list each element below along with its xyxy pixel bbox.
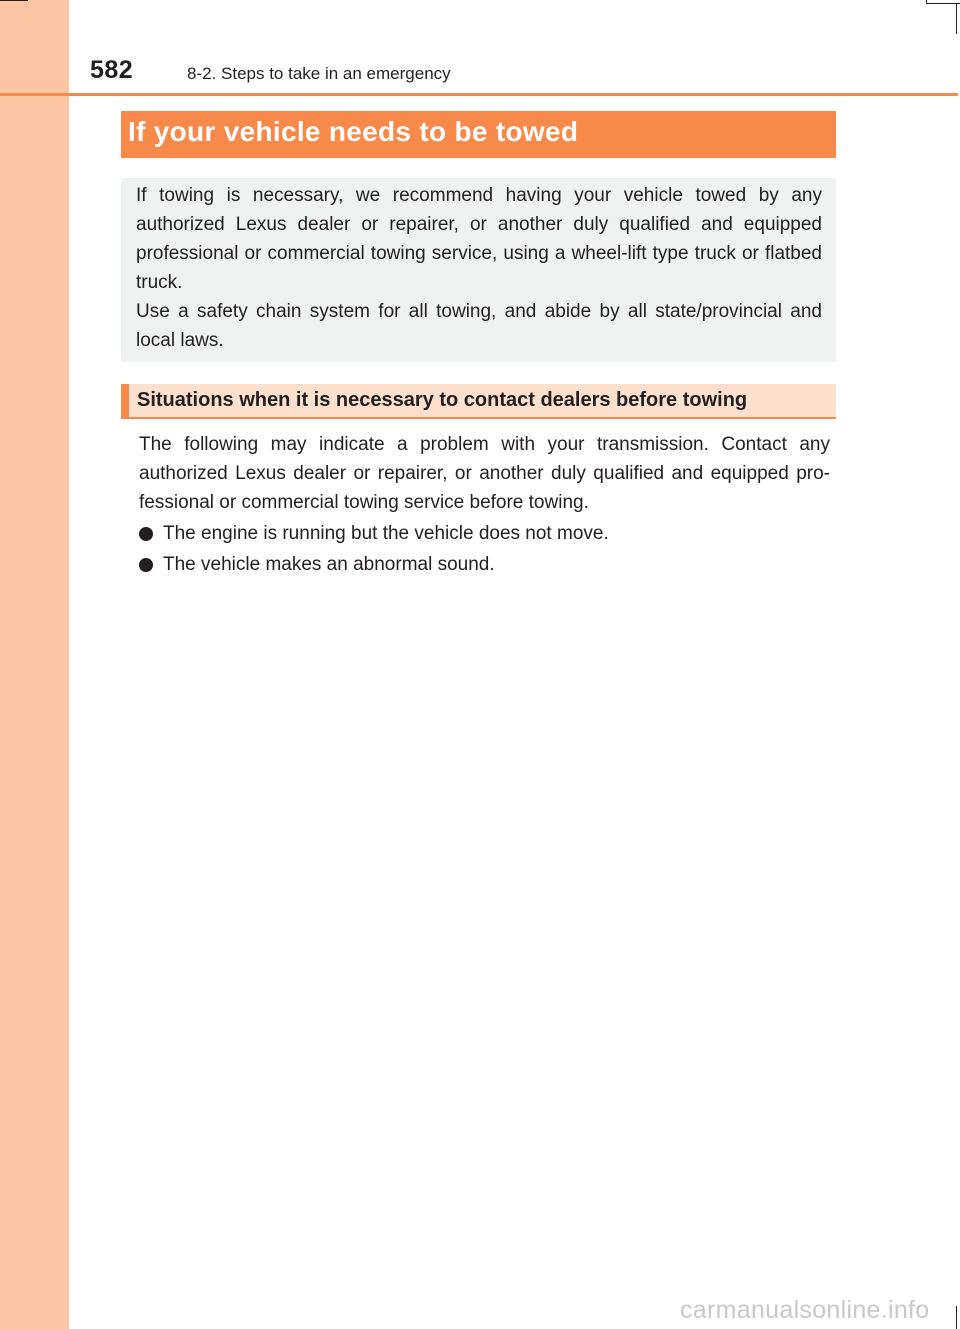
list-item-text: The vehicle makes an abnormal sound. bbox=[163, 553, 495, 575]
crop-mark bbox=[956, 1306, 957, 1329]
info-paragraph: Use a safety chain system for all towing, and abide by all state/provincial and local laws. bbox=[136, 301, 822, 351]
list-item-text: The engine is running but the vehicle does not move. bbox=[163, 522, 609, 544]
crop-mark bbox=[0, 0, 28, 1]
body-paragraph: The following may indicate a problem with your transmission. Contact any authorized Lexus dealer or repairer, or another duly qualified and equipped pro-fessional or commercial towing service before towing. bbox=[139, 434, 830, 513]
bullet-icon bbox=[139, 558, 153, 572]
bullet-icon bbox=[139, 527, 153, 541]
watermark: carmanualsonline.info bbox=[680, 1296, 930, 1324]
section-title: 8-2. Steps to take in an emergency bbox=[187, 64, 451, 83]
sub-heading: Situations when it is necessary to contact dealers before towing bbox=[121, 384, 836, 419]
bullet-list bbox=[139, 518, 830, 580]
crop-mark bbox=[926, 3, 960, 4]
list-item bbox=[139, 549, 830, 580]
info-box bbox=[121, 178, 836, 362]
list-item bbox=[139, 518, 830, 549]
info-paragraph: If towing is necessary, we recommend having your vehicle towed by any authorized Lexus dealer or repairer, or another duly qualified and equipped professional or commercial towing service, using a wheel-lift type truck or flatbed truck. bbox=[136, 185, 822, 293]
side-band bbox=[0, 0, 69, 1329]
main-heading: If your vehicle needs to be towed bbox=[121, 111, 836, 158]
crop-mark bbox=[956, 4, 957, 34]
page-number: 582 bbox=[90, 56, 134, 84]
header-rule bbox=[0, 93, 958, 96]
